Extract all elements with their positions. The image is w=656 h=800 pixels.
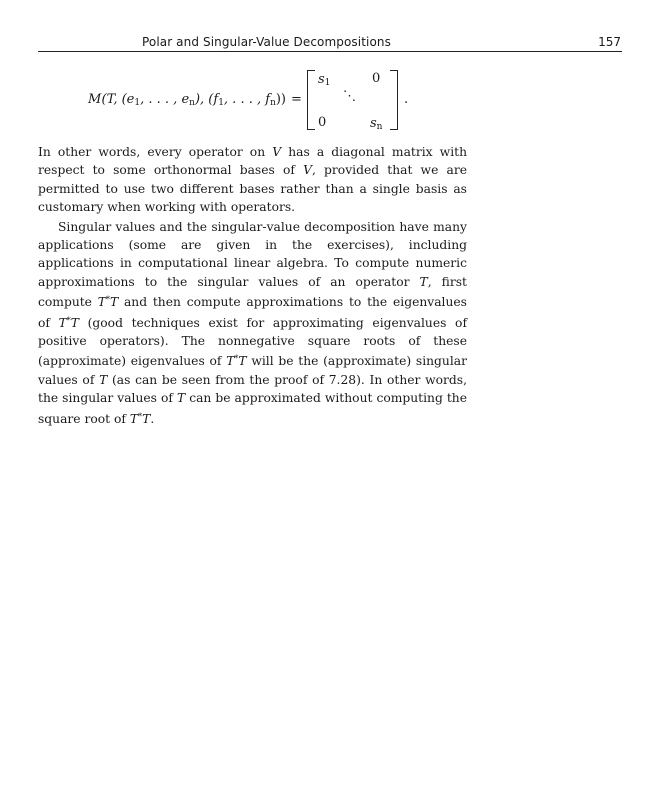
matrix-entry-s1: $s_1$ — [318, 72, 331, 88]
display-equation — [0, 64, 656, 136]
matrix-entry-zero-bottom-left: 0 — [318, 115, 327, 130]
f1-subscript: 1 — [218, 98, 224, 108]
equation-lhs — [88, 92, 286, 108]
running-header — [38, 36, 622, 52]
left-bracket — [307, 70, 315, 130]
equals-sign: = — [291, 92, 302, 107]
lhs-close: )) — [275, 92, 287, 107]
body-text — [38, 143, 467, 428]
paragraph-1: In other words, every operator on V has a diagonal matrix with respect to some orthonormal bases of V, provided that we are permitted to use two different bases rather than a single basis as customary when working with operators. — [38, 145, 467, 215]
diagonal-dots: ⋱ — [343, 89, 357, 104]
right-bracket — [390, 70, 398, 130]
matrix-entry-sn: $s_n$ — [370, 116, 383, 132]
paragraph-2: Singular values and the singular-value decomposition have many applications (some are given in the exercises), including applications in computational linear algebra. To compute numeric approximations to the singular values of an operator T, first compute T*T and then compute approximations to the eigenvalues of T*T (good techniques exist for approximating eigenvalues of positive operators). The nonnegative square roots of these (approximate) eigenvalues of T*T will be the (approximate) singular values of T (as can be seen from the proof of 7.28). In other words, the singular values of T can be approximated without computing the square root of T*T. — [38, 219, 468, 426]
header-title: Polar and Singular-Value Decompositions — [142, 35, 391, 49]
matrix-symbol: M — [88, 92, 102, 107]
matrix-entry-zero-top-right: 0 — [372, 71, 381, 86]
lhs-args: (T, (e — [101, 92, 135, 107]
e-mid: , . . . , e — [140, 92, 190, 107]
f-open: ), (f — [194, 92, 219, 107]
fn-subscript: n — [270, 98, 276, 108]
f-mid: , . . . , f — [223, 92, 271, 107]
en-subscript: n — [189, 98, 195, 108]
equation-period: . — [404, 92, 409, 107]
page-number: 157 — [598, 35, 621, 49]
e1-subscript: 1 — [134, 98, 141, 108]
